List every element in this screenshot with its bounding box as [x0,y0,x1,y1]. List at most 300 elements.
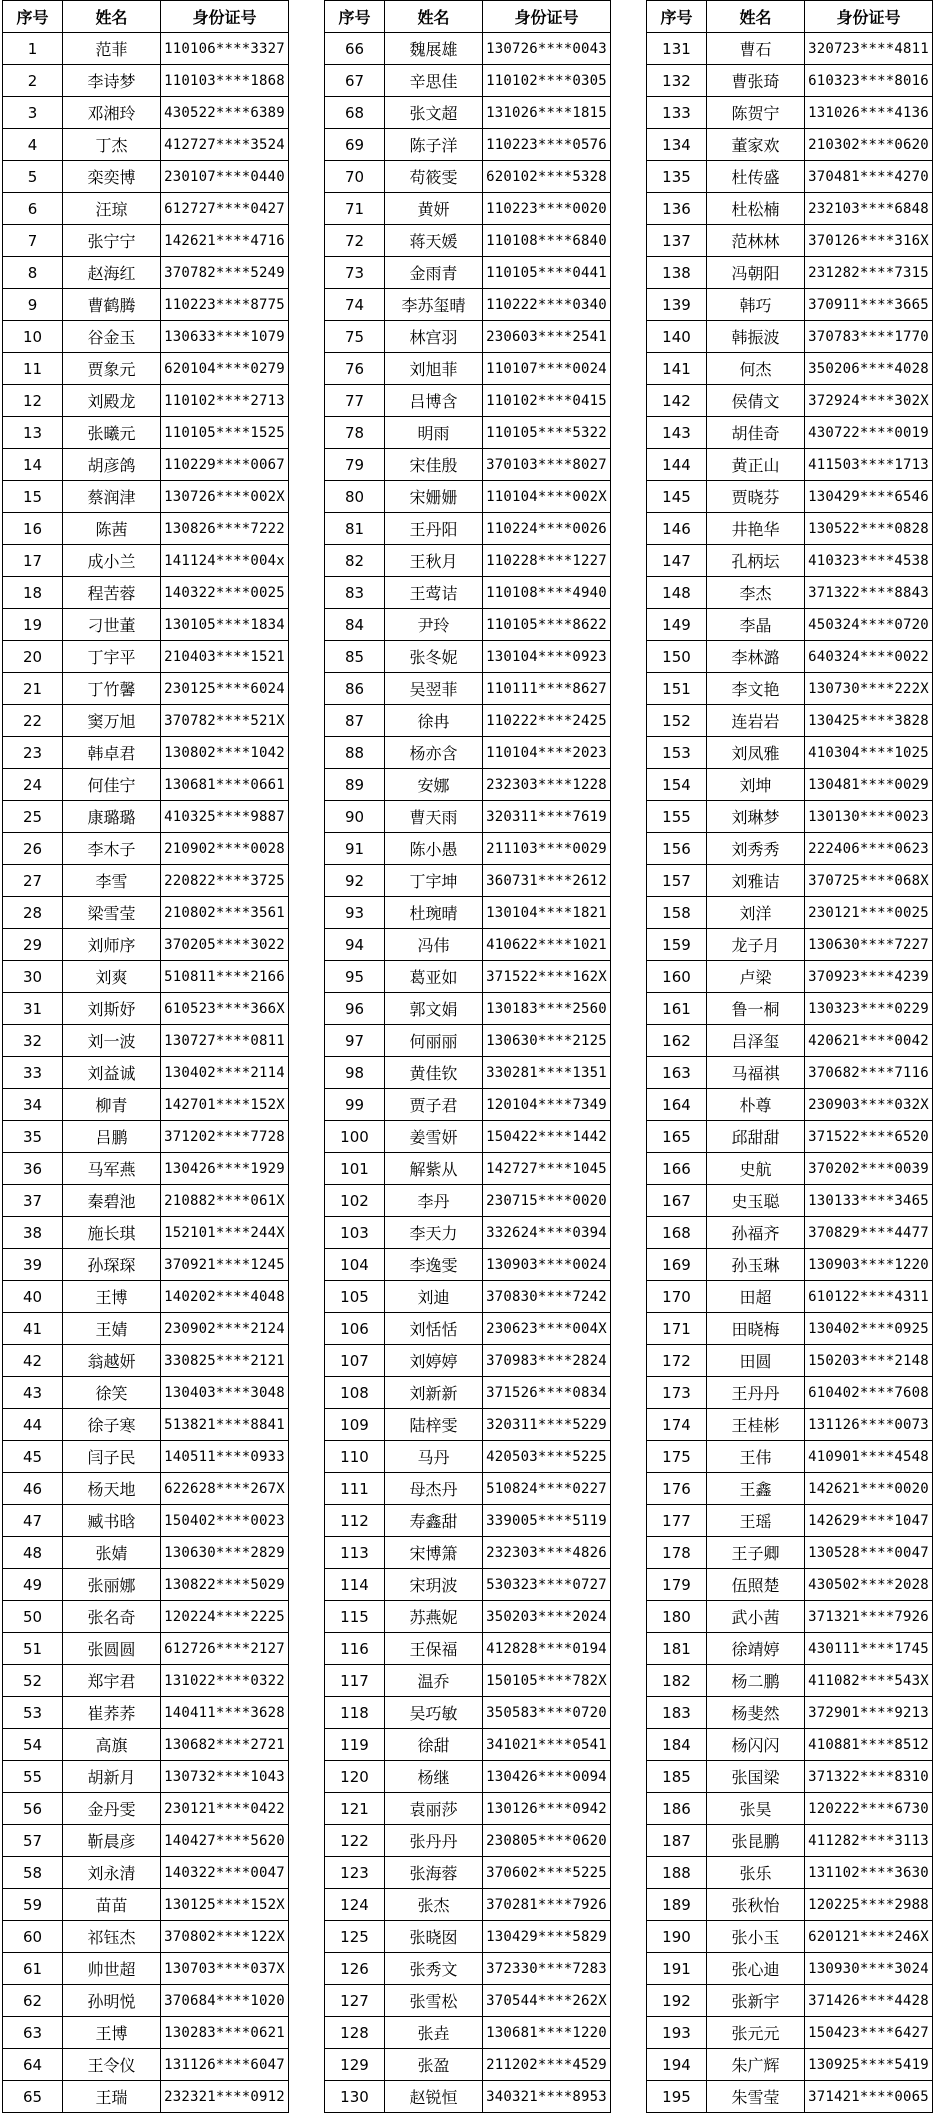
row-number: 148 [647,577,707,609]
table-row [3,1249,289,1281]
col-header-no: 序号 [325,1,385,33]
row-number: 65 [3,2081,63,2113]
row-number: 180 [647,1601,707,1633]
id-number: 130105****1834 [161,609,289,641]
id-number: 130730****222X [805,673,933,705]
person-name: 闫子民 [63,1441,161,1473]
person-name: 杨天地 [63,1473,161,1505]
row-number: 160 [647,961,707,993]
id-number: 130822****5029 [161,1569,289,1601]
row-number: 29 [3,929,63,961]
table-row [3,97,289,129]
row-number: 2 [3,65,63,97]
table-row [647,1601,933,1633]
person-name: 赵锐恒 [385,2081,483,2113]
person-name: 黄佳钦 [385,1057,483,1089]
table-row [647,1729,933,1761]
row-number: 185 [647,1761,707,1793]
row-number: 75 [325,321,385,353]
person-name: 杨亦含 [385,737,483,769]
id-number: 130183****2560 [483,993,611,1025]
id-number: 371202****7728 [161,1121,289,1153]
person-name: 张宁宁 [63,225,161,257]
id-number: 142621****4716 [161,225,289,257]
row-number: 93 [325,897,385,929]
table-row [647,641,933,673]
person-name: 冯伟 [385,929,483,961]
table-row [325,1761,611,1793]
id-number: 110102****0415 [483,385,611,417]
person-name: 李诗梦 [63,65,161,97]
row-number: 103 [325,1217,385,1249]
col-header-name: 姓名 [63,1,161,33]
table-row [3,1153,289,1185]
person-name: 张海蓉 [385,1857,483,1889]
person-name: 王丹阳 [385,513,483,545]
person-name: 武小茜 [707,1601,805,1633]
row-number: 5 [3,161,63,193]
id-number: 130125****152X [161,1889,289,1921]
table-row [3,481,289,513]
table-row [647,321,933,353]
table-row [3,321,289,353]
table-row [647,961,933,993]
person-name: 徐甜 [385,1729,483,1761]
row-number: 182 [647,1665,707,1697]
person-name: 王令仪 [63,2049,161,2081]
table-row [325,1121,611,1153]
row-number: 22 [3,705,63,737]
row-number: 111 [325,1473,385,1505]
table-row [3,2017,289,2049]
table-row [647,673,933,705]
person-name: 龙子月 [707,929,805,961]
id-number: 130104****0923 [483,641,611,673]
table-row [647,1377,933,1409]
table-row [647,1761,933,1793]
row-number: 6 [3,193,63,225]
person-name: 高旗 [63,1729,161,1761]
row-number: 187 [647,1825,707,1857]
row-number: 64 [3,2049,63,2081]
person-name: 朴尊 [707,1089,805,1121]
row-number: 194 [647,2049,707,2081]
table-row [325,1633,611,1665]
row-number: 141 [647,353,707,385]
person-name: 祁钰杰 [63,1921,161,1953]
table-row [3,833,289,865]
id-number: 411282****3113 [805,1825,933,1857]
row-number: 102 [325,1185,385,1217]
person-name: 马军燕 [63,1153,161,1185]
table-row [647,129,933,161]
id-number: 420621****0042 [805,1025,933,1057]
row-number: 104 [325,1249,385,1281]
id-number: 130528****0047 [805,1537,933,1569]
row-number: 126 [325,1953,385,1985]
person-name: 汪琼 [63,193,161,225]
row-number: 122 [325,1825,385,1857]
id-number: 130681****1220 [483,2017,611,2049]
row-number: 101 [325,1153,385,1185]
person-name: 宋博箫 [385,1537,483,1569]
person-name: 卢梁 [707,961,805,993]
table-row [3,385,289,417]
person-name: 胡佳奇 [707,417,805,449]
person-name: 张曦元 [63,417,161,449]
person-name: 谷金玉 [63,321,161,353]
id-number: 370281****7926 [483,1889,611,1921]
row-number: 18 [3,577,63,609]
table-row [647,257,933,289]
table-row [325,1729,611,1761]
table-row [325,1697,611,1729]
id-number: 130104****1821 [483,897,611,929]
person-name: 蔡润津 [63,481,161,513]
table-row [325,833,611,865]
table-row [647,2049,933,2081]
table-row [325,1409,611,1441]
id-number: 140322****0047 [161,1857,289,1889]
id-number: 610523****366X [161,993,289,1025]
table-row [647,1025,933,1057]
table-row [3,1281,289,1313]
person-name: 徐靖婷 [707,1633,805,1665]
person-name: 张昊 [707,1793,805,1825]
table-row [325,129,611,161]
person-name: 杜传盛 [707,161,805,193]
person-name: 王秋月 [385,545,483,577]
table-row [325,2049,611,2081]
person-name: 袁丽莎 [385,1793,483,1825]
row-number: 33 [3,1057,63,1089]
id-number: 370783****1770 [805,321,933,353]
row-number: 134 [647,129,707,161]
table-row [3,1409,289,1441]
row-number: 9 [3,289,63,321]
id-number: 131026****4136 [805,97,933,129]
row-number: 7 [3,225,63,257]
row-number: 92 [325,865,385,897]
table-row [325,1313,611,1345]
row-number: 36 [3,1153,63,1185]
table-row [325,257,611,289]
row-number: 142 [647,385,707,417]
row-number: 16 [3,513,63,545]
table-row [647,1633,933,1665]
id-number: 141124****004x [161,545,289,577]
person-name: 臧书晗 [63,1505,161,1537]
row-number: 157 [647,865,707,897]
id-number: 110229****0067 [161,449,289,481]
id-number: 110108****4940 [483,577,611,609]
table-row [3,993,289,1025]
table-row [647,577,933,609]
table-row [647,1953,933,1985]
table-row [325,1153,611,1185]
table-row [325,705,611,737]
person-name: 丁杰 [63,129,161,161]
table-row [325,353,611,385]
person-name: 张丽娜 [63,1569,161,1601]
row-number: 47 [3,1505,63,1537]
id-number: 370544****262X [483,1985,611,2017]
id-number: 410901****4548 [805,1441,933,1473]
id-number: 110103****1868 [161,65,289,97]
col-header-id: 身份证号 [805,1,933,33]
id-number: 412727****3524 [161,129,289,161]
id-number: 110102****2713 [161,385,289,417]
id-number: 110223****8775 [161,289,289,321]
table-row [325,225,611,257]
person-name: 孔柄坛 [707,545,805,577]
id-number: 410622****1021 [483,929,611,961]
row-number: 140 [647,321,707,353]
person-name: 刘一波 [63,1025,161,1057]
row-number: 146 [647,513,707,545]
table-row [647,1441,933,1473]
row-number: 186 [647,1793,707,1825]
person-name: 栾奕博 [63,161,161,193]
person-name: 贾子君 [385,1089,483,1121]
person-name: 田圆 [707,1345,805,1377]
table-row [3,1569,289,1601]
person-name: 张心迪 [707,1953,805,1985]
roster-table-2 [324,0,611,2113]
row-number: 147 [647,545,707,577]
table-row [647,1217,933,1249]
row-number: 52 [3,1665,63,1697]
id-number: 340321****8953 [483,2081,611,2113]
id-number: 142701****152X [161,1089,289,1121]
row-number: 57 [3,1825,63,1857]
id-number: 120222****6730 [805,1793,933,1825]
person-name: 吕泽玺 [707,1025,805,1057]
id-number: 320311****5229 [483,1409,611,1441]
table-row [325,65,611,97]
id-number: 131022****0322 [161,1665,289,1697]
row-number: 74 [325,289,385,321]
id-number: 620102****5328 [483,161,611,193]
table-row [647,385,933,417]
person-name: 刘爽 [63,961,161,993]
row-number: 112 [325,1505,385,1537]
person-name: 魏展雄 [385,33,483,65]
row-number: 133 [647,97,707,129]
id-number: 110102****0305 [483,65,611,97]
table-row [647,225,933,257]
row-number: 24 [3,769,63,801]
id-number: 130682****2721 [161,1729,289,1761]
id-number: 370921****1245 [161,1249,289,1281]
person-name: 寿鑫甜 [385,1505,483,1537]
person-name: 吴巧敏 [385,1697,483,1729]
table-row [3,1825,289,1857]
row-number: 97 [325,1025,385,1057]
person-name: 王桂彬 [707,1409,805,1441]
row-number: 45 [3,1441,63,1473]
table-row [325,1505,611,1537]
row-number: 46 [3,1473,63,1505]
table-row [647,1569,933,1601]
row-number: 149 [647,609,707,641]
row-number: 110 [325,1441,385,1473]
person-name: 张名奇 [63,1601,161,1633]
person-name: 张盈 [385,2049,483,2081]
table-row [647,1249,933,1281]
person-name: 马福祺 [707,1057,805,1089]
row-number: 113 [325,1537,385,1569]
table-row [647,417,933,449]
person-name: 朱雪莹 [707,2081,805,2113]
person-name: 窦万旭 [63,705,161,737]
person-name: 陈子洋 [385,129,483,161]
row-number: 170 [647,1281,707,1313]
table-row [3,545,289,577]
table-row [325,1953,611,1985]
row-number: 32 [3,1025,63,1057]
person-name: 李雪 [63,865,161,897]
table-row [325,513,611,545]
id-number: 130522****0828 [805,513,933,545]
table-row [325,1217,611,1249]
person-name: 刘恬恬 [385,1313,483,1345]
row-number: 131 [647,33,707,65]
id-number: 130903****0024 [483,1249,611,1281]
table-row [647,1313,933,1345]
row-number: 145 [647,481,707,513]
id-number: 130426****1929 [161,1153,289,1185]
table-row [325,1665,611,1697]
id-number: 130925****5419 [805,2049,933,2081]
row-number: 79 [325,449,385,481]
id-number: 370923****4239 [805,961,933,993]
id-number: 622628****267X [161,1473,289,1505]
id-number: 232321****0912 [161,2081,289,2113]
row-number: 167 [647,1185,707,1217]
row-number: 70 [325,161,385,193]
row-number: 128 [325,2017,385,2049]
table-row [3,1761,289,1793]
person-name: 尹玲 [385,609,483,641]
row-number: 15 [3,481,63,513]
table-row [647,161,933,193]
table-row [325,1089,611,1121]
person-name: 王伟 [707,1441,805,1473]
row-number: 125 [325,1921,385,1953]
table-row [3,1537,289,1569]
table-row [3,289,289,321]
id-number: 142621****0020 [805,1473,933,1505]
id-number: 530323****0727 [483,1569,611,1601]
row-number: 117 [325,1665,385,1697]
person-name: 胡彦鸽 [63,449,161,481]
row-number: 169 [647,1249,707,1281]
person-name: 崔荞荞 [63,1697,161,1729]
row-number: 127 [325,1985,385,2017]
person-name: 蒋天媛 [385,225,483,257]
person-name: 孙玉琳 [707,1249,805,1281]
row-number: 17 [3,545,63,577]
row-number: 8 [3,257,63,289]
table-row [325,545,611,577]
table-row [3,353,289,385]
table-row [3,1889,289,1921]
row-number: 25 [3,801,63,833]
row-number: 114 [325,1569,385,1601]
person-name: 韩振波 [707,321,805,353]
table-row [647,1409,933,1441]
id-number: 150422****1442 [483,1121,611,1153]
row-number: 159 [647,929,707,961]
table-row [3,1729,289,1761]
table-row [647,1089,933,1121]
id-number: 130681****0661 [161,769,289,801]
table-row [647,1921,933,1953]
person-name: 王子卿 [707,1537,805,1569]
person-name: 李逸雯 [385,1249,483,1281]
id-number: 210902****0028 [161,833,289,865]
person-name: 张小玉 [707,1921,805,1953]
row-number: 81 [325,513,385,545]
row-number: 144 [647,449,707,481]
row-number: 151 [647,673,707,705]
person-name: 冯朝阳 [707,257,805,289]
table-row [3,737,289,769]
person-name: 丁宇坤 [385,865,483,897]
person-name: 李晶 [707,609,805,641]
person-name: 鲁一桐 [707,993,805,1025]
id-number: 320311****7619 [483,801,611,833]
id-number: 410304****1025 [805,737,933,769]
row-number: 178 [647,1537,707,1569]
id-number: 130726****0043 [483,33,611,65]
col-header-id: 身份证号 [483,1,611,33]
row-number: 161 [647,993,707,1025]
table-row [647,1889,933,1921]
id-number: 230902****2124 [161,1313,289,1345]
table-row [647,193,933,225]
row-number: 67 [325,65,385,97]
table-row [3,801,289,833]
row-number: 19 [3,609,63,641]
id-number: 130630****7227 [805,929,933,961]
id-number: 130426****0094 [483,1761,611,1793]
id-number: 120104****7349 [483,1089,611,1121]
table-row [325,1793,611,1825]
person-name: 孙琛琛 [63,1249,161,1281]
person-name: 刘殿龙 [63,385,161,417]
row-number: 162 [647,1025,707,1057]
table-row [325,1889,611,1921]
id-number: 140511****0933 [161,1441,289,1473]
table-row [3,1505,289,1537]
person-name: 金丹雯 [63,1793,161,1825]
person-name: 王丹丹 [707,1377,805,1409]
table-row [3,1697,289,1729]
table-row [3,2081,289,2113]
table-row [3,161,289,193]
id-number: 410323****4538 [805,545,933,577]
person-name: 田晓梅 [707,1313,805,1345]
table-row [325,417,611,449]
person-name: 徐笑 [63,1377,161,1409]
row-number: 98 [325,1057,385,1089]
table-row [647,65,933,97]
person-name: 王瑶 [707,1505,805,1537]
id-number: 230125****6024 [161,673,289,705]
table-row [3,449,289,481]
